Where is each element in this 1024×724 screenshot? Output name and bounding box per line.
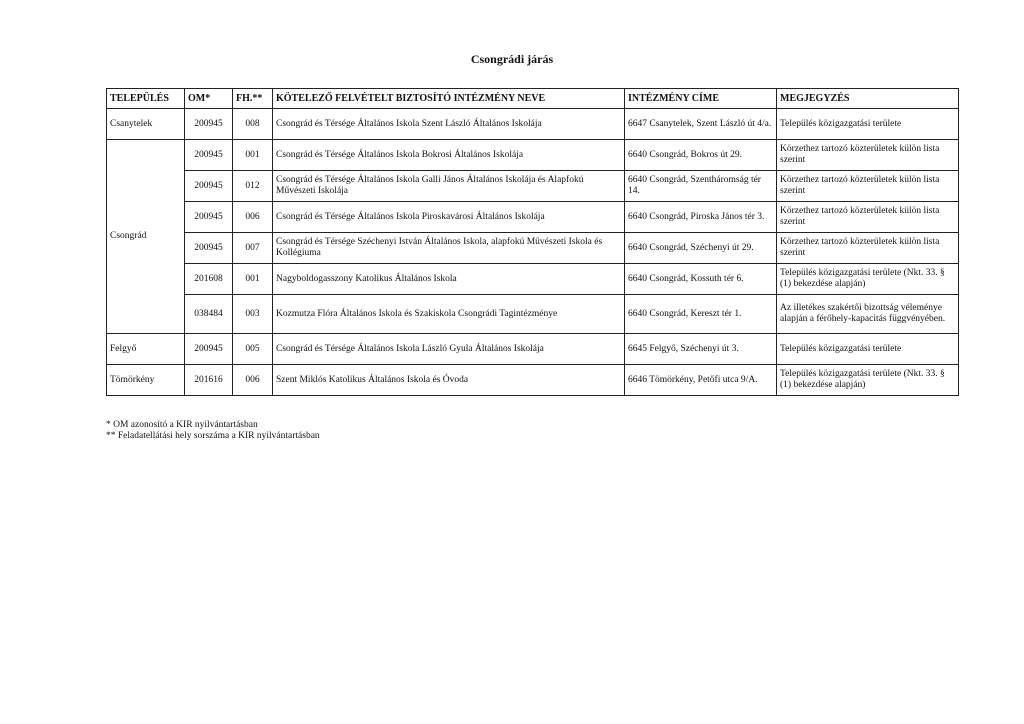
om-cell: 200945 (185, 202, 233, 233)
intezmeny-cime-cell: 6640 Csongrád, Kossuth tér 6. (625, 264, 777, 295)
om-cell: 200945 (185, 140, 233, 171)
intezmeny-neve-cell: Csongrád és Térsége Általános Iskola László Gyula Általános Iskolája (273, 334, 625, 365)
megjegyzes-cell: Az illetékes szakértői bizottság véleménye alapján a férőhely-kapacitás függvényében. (777, 295, 959, 334)
megjegyzes-cell: Település közigazgatási területe (Nkt. 33. § (1) bekezdése alapján) (777, 365, 959, 396)
fh-cell: 005 (233, 334, 273, 365)
table-row (107, 233, 959, 264)
om-cell: 200945 (185, 171, 233, 202)
table-header-row (107, 89, 959, 109)
intezmeny-neve-cell: Kozmutza Flóra Általános Iskola és Szakiskola Csongrádi Tagintézménye (273, 295, 625, 334)
intezmeny-neve-cell: Szent Miklós Katolikus Általános Iskola és Óvoda (273, 365, 625, 396)
megjegyzes-cell: Település közigazgatási területe (777, 334, 959, 365)
intezmeny-neve-cell: Csongrád és Térsége Széchenyi István Általános Iskola, alapfokú Művészeti Iskola és Kollégiuma (273, 233, 625, 264)
om-cell: 201608 (185, 264, 233, 295)
header-telepules: TELEPÜLÉS (107, 89, 185, 109)
fh-cell: 006 (233, 202, 273, 233)
table-row (107, 334, 959, 365)
megjegyzes-cell: Körzethez tartozó közterületek külön lista szerint (777, 171, 959, 202)
header-intezmeny-neve: KÖTELEZŐ FELVÉTELT BIZTOSÍTÓ INTÉZMÉNY NEVE (273, 89, 625, 109)
intezmeny-cime-cell: 6640 Csongrád, Bokros út 29. (625, 140, 777, 171)
intezmeny-cime-cell: 6640 Csongrád, Szentháromság tér 14. (625, 171, 777, 202)
fh-cell: 003 (233, 295, 273, 334)
page-title: Csongrádi járás (470, 52, 554, 66)
footnotes (106, 420, 320, 442)
om-cell: 200945 (185, 334, 233, 365)
header-intezmeny-cime: INTÉZMÉNY CÍME (625, 89, 777, 109)
megjegyzes-cell: Körzethez tartozó közterületek külön lista szerint (777, 140, 959, 171)
intezmeny-cime-cell: 6640 Csongrád, Széchenyi út 29. (625, 233, 777, 264)
header-om: OM* (185, 89, 233, 109)
table-row (107, 264, 959, 295)
megjegyzes-cell: Körzethez tartozó közterületek külön lista szerint (777, 233, 959, 264)
intezmeny-cime-cell: 6645 Felgyő, Széchenyi út 3. (625, 334, 777, 365)
om-cell: 038484 (185, 295, 233, 334)
fh-cell: 001 (233, 264, 273, 295)
telepules-cell: Csongrád (107, 140, 185, 334)
table-row (107, 202, 959, 233)
intezmeny-cime-cell: 6640 Csongrád, Kereszt tér 1. (625, 295, 777, 334)
intezmeny-neve-cell: Csongrád és Térsége Általános Iskola Szent László Általános Iskolája (273, 109, 625, 140)
table-row (107, 109, 959, 140)
telepules-cell: Csanytelek (107, 109, 185, 140)
megjegyzes-cell: Település közigazgatási területe (Nkt. 33. § (1) bekezdése alapján) (777, 264, 959, 295)
table-row (107, 365, 959, 396)
om-cell: 200945 (185, 109, 233, 140)
table-row (107, 171, 959, 202)
fh-cell: 007 (233, 233, 273, 264)
intezmeny-neve-cell: Csongrád és Térsége Általános Iskola Piroskavárosi Általános Iskolája (273, 202, 625, 233)
header-fh: FH.** (233, 89, 273, 109)
fh-cell: 006 (233, 365, 273, 396)
table-row (107, 140, 959, 171)
fh-cell: 012 (233, 171, 273, 202)
intezmeny-neve-cell: Csongrád és Térsége Általános Iskola Bokrosi Általános Iskolája (273, 140, 625, 171)
intezmeny-neve-cell: Csongrád és Térsége Általános Iskola Galli János Általános Iskolája és Alapfokú Művészeti Iskolája (273, 171, 625, 202)
telepules-cell: Tömörkény (107, 365, 185, 396)
intezmeny-cime-cell: 6647 Csanytelek, Szent László út 4/a. (625, 109, 777, 140)
fh-cell: 008 (233, 109, 273, 140)
megjegyzes-cell: Település közigazgatási területe (777, 109, 959, 140)
intezmeny-cime-cell: 6646 Tömörkény, Petőfi utca 9/A. (625, 365, 777, 396)
intezmeny-cime-cell: 6640 Csongrád, Piroska János tér 3. (625, 202, 777, 233)
fh-cell: 001 (233, 140, 273, 171)
om-cell: 201616 (185, 365, 233, 396)
om-cell: 200945 (185, 233, 233, 264)
megjegyzes-cell: Körzethez tartozó közterületek külön lista szerint (777, 202, 959, 233)
telepules-cell: Felgyő (107, 334, 185, 365)
school-district-table (106, 88, 959, 396)
header-megjegyzes: MEGJEGYZÉS (777, 89, 959, 109)
intezmeny-neve-cell: Nagyboldogasszony Katolikus Általános Iskola (273, 264, 625, 295)
footnote-fh: ** Feladatellátási hely sorszáma a KIR nyilvántartásban (106, 431, 320, 441)
table-row (107, 295, 959, 334)
footnote-om: * OM azonosító a KIR nyilvántartásban (106, 420, 258, 430)
